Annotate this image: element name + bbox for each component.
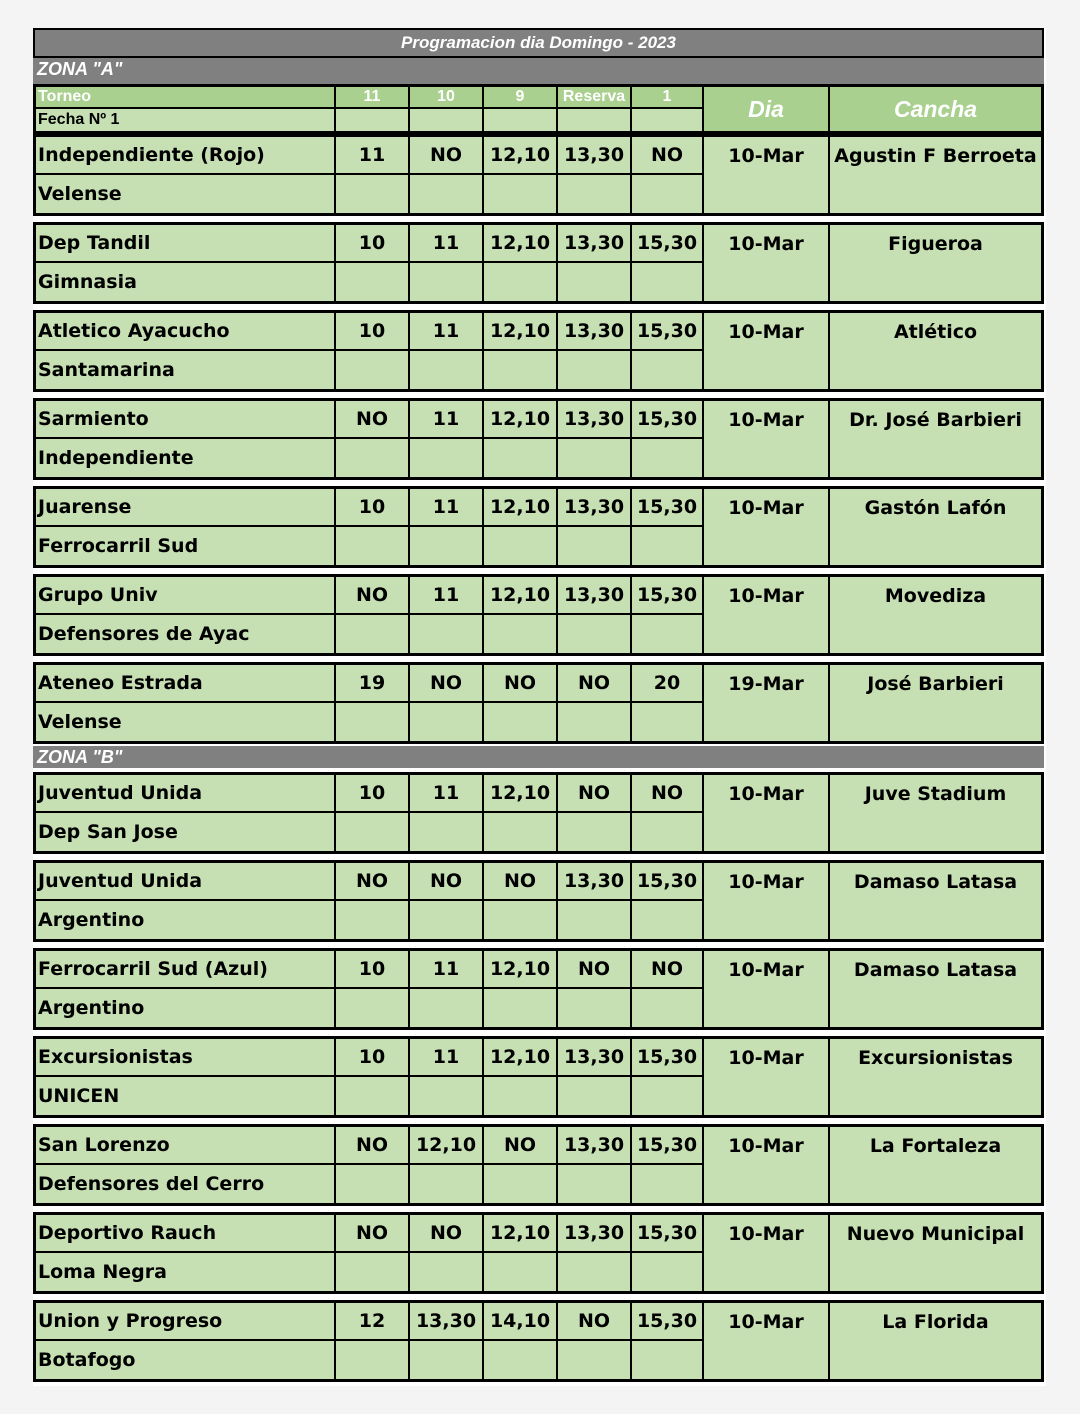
away-team: Dep San Jose — [36, 813, 336, 851]
away-team: Argentino — [36, 989, 336, 1027]
time-cell: 15,30 — [632, 577, 704, 615]
home-team: Grupo Univ — [36, 577, 336, 615]
cancha-cell: Juve Stadium — [864, 783, 1007, 805]
match-block — [33, 222, 1044, 304]
time-cell: NO — [410, 137, 484, 175]
dia-cell: 10-Mar — [704, 489, 830, 565]
dia-cell: 19-Mar — [704, 665, 830, 741]
match-block — [33, 772, 1044, 854]
empty-cell — [484, 1341, 558, 1379]
time-cell: NO — [632, 951, 704, 989]
category-header: 10 — [410, 87, 484, 109]
category-header: 9 — [484, 87, 558, 109]
home-team: San Lorenzo — [36, 1127, 336, 1165]
time-cell: 13,30 — [558, 225, 632, 263]
time-cell: NO — [336, 577, 410, 615]
cancha-header: Cancha — [830, 87, 1041, 133]
away-team: Argentino — [36, 901, 336, 939]
empty-cell — [336, 1253, 410, 1291]
match-block — [33, 398, 1044, 480]
empty-cell — [632, 527, 704, 565]
empty-cell — [632, 1341, 704, 1379]
zone-b-label: ZONA "B" — [37, 747, 123, 767]
empty-cell — [484, 989, 558, 1027]
time-cell: NO — [484, 863, 558, 901]
time-cell: 13,30 — [558, 313, 632, 351]
empty-cell — [484, 175, 558, 213]
dia-cell: 10-Mar — [704, 1215, 830, 1291]
empty-cell — [558, 439, 632, 477]
time-cell: 10 — [336, 775, 410, 813]
empty-cell — [410, 1253, 484, 1291]
empty-cell — [558, 1253, 632, 1291]
away-team: Velense — [36, 703, 336, 741]
empty-cell — [484, 1077, 558, 1115]
home-team: Juarense — [36, 489, 336, 527]
cancha-cell: José Barbieri — [867, 673, 1004, 695]
empty-cell — [336, 527, 410, 565]
empty-cell — [558, 703, 632, 741]
empty-cell — [632, 1253, 704, 1291]
time-cell: 15,30 — [632, 313, 704, 351]
time-cell: 12,10 — [484, 577, 558, 615]
dia-cell: 10-Mar — [704, 951, 830, 1027]
match-block — [33, 574, 1044, 656]
cancha-cell: La Fortaleza — [869, 1135, 1002, 1157]
time-cell: NO — [336, 401, 410, 439]
zone-a-band — [33, 58, 1044, 84]
cancha-cell: Nuevo Municipal — [846, 1223, 1025, 1245]
empty-cell — [558, 1165, 632, 1203]
empty-cell — [632, 813, 704, 851]
empty-cell — [484, 1165, 558, 1203]
time-cell: NO — [484, 665, 558, 703]
empty-cell — [632, 439, 704, 477]
home-team: Dep Tandil — [36, 225, 336, 263]
category-subcell — [336, 109, 410, 133]
empty-cell — [336, 263, 410, 301]
time-cell: 13,30 — [558, 1127, 632, 1165]
away-team: Velense — [36, 175, 336, 213]
time-cell: 10 — [336, 951, 410, 989]
time-cell: 12,10 — [484, 489, 558, 527]
empty-cell — [632, 615, 704, 653]
empty-cell — [410, 615, 484, 653]
empty-cell — [632, 901, 704, 939]
home-team: Deportivo Rauch — [36, 1215, 336, 1253]
empty-cell — [484, 263, 558, 301]
away-team: Independiente — [36, 439, 336, 477]
home-team: Independiente (Rojo) — [36, 137, 336, 175]
away-team: Loma Negra — [36, 1253, 336, 1291]
cancha-cell: Damaso Latasa — [853, 959, 1018, 981]
time-cell: 13,30 — [410, 1303, 484, 1341]
cancha-cell: Atlético — [893, 321, 978, 343]
dia-cell: 10-Mar — [704, 577, 830, 653]
empty-cell — [558, 351, 632, 389]
match-block — [33, 1300, 1044, 1382]
match-block — [33, 1036, 1044, 1118]
time-cell: NO — [632, 775, 704, 813]
time-cell: 13,30 — [558, 1039, 632, 1077]
empty-cell — [632, 175, 704, 213]
empty-cell — [410, 351, 484, 389]
dia-cell: 10-Mar — [704, 863, 830, 939]
time-cell: 13,30 — [558, 489, 632, 527]
empty-cell — [336, 1165, 410, 1203]
time-cell: 11 — [410, 401, 484, 439]
time-cell: 11 — [410, 577, 484, 615]
empty-cell — [558, 527, 632, 565]
empty-cell — [336, 703, 410, 741]
time-cell: 20 — [632, 665, 704, 703]
empty-cell — [558, 175, 632, 213]
match-block — [33, 486, 1044, 568]
dia-cell: 10-Mar — [704, 1039, 830, 1115]
match-block — [33, 860, 1044, 942]
torneo-label: Torneo — [36, 87, 336, 109]
time-cell: 11 — [410, 951, 484, 989]
empty-cell — [336, 439, 410, 477]
category-subcell — [484, 109, 558, 133]
dia-cell: 10-Mar — [704, 401, 830, 477]
time-cell: NO — [558, 1303, 632, 1341]
time-cell: 12,10 — [484, 313, 558, 351]
empty-cell — [632, 263, 704, 301]
empty-cell — [336, 1341, 410, 1379]
time-cell: 15,30 — [632, 401, 704, 439]
time-cell: 12,10 — [484, 951, 558, 989]
match-block — [33, 948, 1044, 1030]
time-cell: NO — [336, 1127, 410, 1165]
time-cell: 11 — [410, 225, 484, 263]
empty-cell — [336, 175, 410, 213]
fecha-label: Fecha Nº 1 — [36, 109, 336, 133]
time-cell: NO — [410, 665, 484, 703]
empty-cell — [484, 1253, 558, 1291]
time-cell: NO — [410, 863, 484, 901]
cancha-cell: Excursionistas — [858, 1047, 1013, 1069]
cancha-cell: Figueroa — [888, 233, 983, 255]
time-cell: 13,30 — [558, 577, 632, 615]
time-cell: 12,10 — [484, 137, 558, 175]
empty-cell — [558, 1077, 632, 1115]
cancha-cell: Movediza — [884, 585, 987, 607]
dia-cell: 10-Mar — [704, 225, 830, 301]
cancha-cell: Damaso Latasa — [853, 871, 1018, 893]
time-cell: 12 — [336, 1303, 410, 1341]
time-cell: 15,30 — [632, 225, 704, 263]
time-cell: 13,30 — [558, 137, 632, 175]
time-cell: NO — [410, 1215, 484, 1253]
time-cell: 15,30 — [632, 1303, 704, 1341]
empty-cell — [336, 901, 410, 939]
time-cell: NO — [336, 1215, 410, 1253]
empty-cell — [484, 351, 558, 389]
time-cell: 12,10 — [484, 225, 558, 263]
time-cell: 15,30 — [632, 489, 704, 527]
empty-cell — [484, 439, 558, 477]
match-block — [33, 134, 1044, 216]
empty-cell — [336, 813, 410, 851]
time-cell: NO — [336, 863, 410, 901]
empty-cell — [410, 901, 484, 939]
time-cell: 10 — [336, 1039, 410, 1077]
time-cell: 12,10 — [484, 401, 558, 439]
header-block — [33, 84, 1044, 136]
match-block — [33, 662, 1044, 744]
time-cell: 12,10 — [484, 1215, 558, 1253]
empty-cell — [632, 703, 704, 741]
cancha-cell: La Florida — [882, 1311, 989, 1333]
dia-cell: 10-Mar — [704, 1127, 830, 1203]
empty-cell — [410, 703, 484, 741]
away-team: Defensores del Cerro — [36, 1165, 336, 1203]
home-team: Union y Progreso — [36, 1303, 336, 1341]
home-team: Atletico Ayacucho — [36, 313, 336, 351]
time-cell: 13,30 — [558, 1215, 632, 1253]
time-cell: 15,30 — [632, 1039, 704, 1077]
away-team: Gimnasia — [36, 263, 336, 301]
away-team: Botafogo — [36, 1341, 336, 1379]
empty-cell — [632, 351, 704, 389]
time-cell: 14,10 — [484, 1303, 558, 1341]
time-cell: 10 — [336, 489, 410, 527]
empty-cell — [558, 989, 632, 1027]
dia-header: Dia — [704, 87, 830, 133]
time-cell: NO — [558, 665, 632, 703]
zone-b-band — [33, 746, 1044, 768]
time-cell: 12,10 — [484, 775, 558, 813]
empty-cell — [558, 1341, 632, 1379]
empty-cell — [632, 1165, 704, 1203]
time-cell: 11 — [336, 137, 410, 175]
time-cell: 12,10 — [484, 1039, 558, 1077]
dia-cell: 10-Mar — [704, 137, 830, 213]
empty-cell — [484, 703, 558, 741]
empty-cell — [410, 1165, 484, 1203]
empty-cell — [558, 615, 632, 653]
page-title: Programacion dia Domingo - 2023 — [33, 28, 1044, 58]
time-cell: 11 — [410, 775, 484, 813]
time-cell: 10 — [336, 313, 410, 351]
time-cell: NO — [558, 951, 632, 989]
empty-cell — [336, 1077, 410, 1115]
cancha-cell: Agustin F Berroeta — [834, 145, 1037, 167]
empty-cell — [410, 175, 484, 213]
empty-cell — [484, 527, 558, 565]
time-cell: NO — [558, 775, 632, 813]
empty-cell — [336, 351, 410, 389]
away-team: UNICEN — [36, 1077, 336, 1115]
empty-cell — [484, 615, 558, 653]
zone-a-label: ZONA "A" — [37, 59, 123, 79]
empty-cell — [484, 901, 558, 939]
empty-cell — [410, 527, 484, 565]
category-subcell — [558, 109, 632, 133]
cancha-cell: Dr. José Barbieri — [849, 409, 1022, 431]
home-team: Ateneo Estrada — [36, 665, 336, 703]
empty-cell — [336, 615, 410, 653]
time-cell: 10 — [336, 225, 410, 263]
match-block — [33, 310, 1044, 392]
empty-cell — [410, 439, 484, 477]
match-block — [33, 1124, 1044, 1206]
empty-cell — [410, 1341, 484, 1379]
empty-cell — [632, 989, 704, 1027]
time-cell: 19 — [336, 665, 410, 703]
empty-cell — [336, 989, 410, 1027]
dia-cell: 10-Mar — [704, 313, 830, 389]
time-cell: NO — [484, 1127, 558, 1165]
away-team: Santamarina — [36, 351, 336, 389]
away-team: Defensores de Ayac — [36, 615, 336, 653]
home-team: Sarmiento — [36, 401, 336, 439]
time-cell: 15,30 — [632, 1127, 704, 1165]
empty-cell — [410, 1077, 484, 1115]
match-block — [33, 1212, 1044, 1294]
empty-cell — [410, 813, 484, 851]
empty-cell — [632, 1077, 704, 1115]
time-cell: 15,30 — [632, 863, 704, 901]
empty-cell — [410, 989, 484, 1027]
time-cell: NO — [632, 137, 704, 175]
empty-cell — [558, 901, 632, 939]
time-cell: 11 — [410, 1039, 484, 1077]
time-cell: 11 — [410, 313, 484, 351]
empty-cell — [484, 813, 558, 851]
empty-cell — [558, 263, 632, 301]
dia-cell: 10-Mar — [704, 1303, 830, 1379]
time-cell: 12,10 — [410, 1127, 484, 1165]
home-team: Juventud Unida — [36, 775, 336, 813]
home-team: Ferrocarril Sud (Azul) — [36, 951, 336, 989]
time-cell: 13,30 — [558, 863, 632, 901]
empty-cell — [410, 263, 484, 301]
dia-cell: 10-Mar — [704, 775, 830, 851]
empty-cell — [558, 813, 632, 851]
time-cell: 11 — [410, 489, 484, 527]
home-team: Juventud Unida — [36, 863, 336, 901]
category-header: 1 — [632, 87, 704, 109]
home-team: Excursionistas — [36, 1039, 336, 1077]
time-cell: 15,30 — [632, 1215, 704, 1253]
time-cell: 13,30 — [558, 401, 632, 439]
category-header: Reserva — [558, 87, 632, 109]
category-header: 11 — [336, 87, 410, 109]
category-subcell — [410, 109, 484, 133]
schedule-sheet — [33, 28, 1046, 1386]
category-subcell — [632, 109, 704, 133]
away-team: Ferrocarril Sud — [36, 527, 336, 565]
cancha-cell: Gastón Lafón — [864, 497, 1007, 519]
